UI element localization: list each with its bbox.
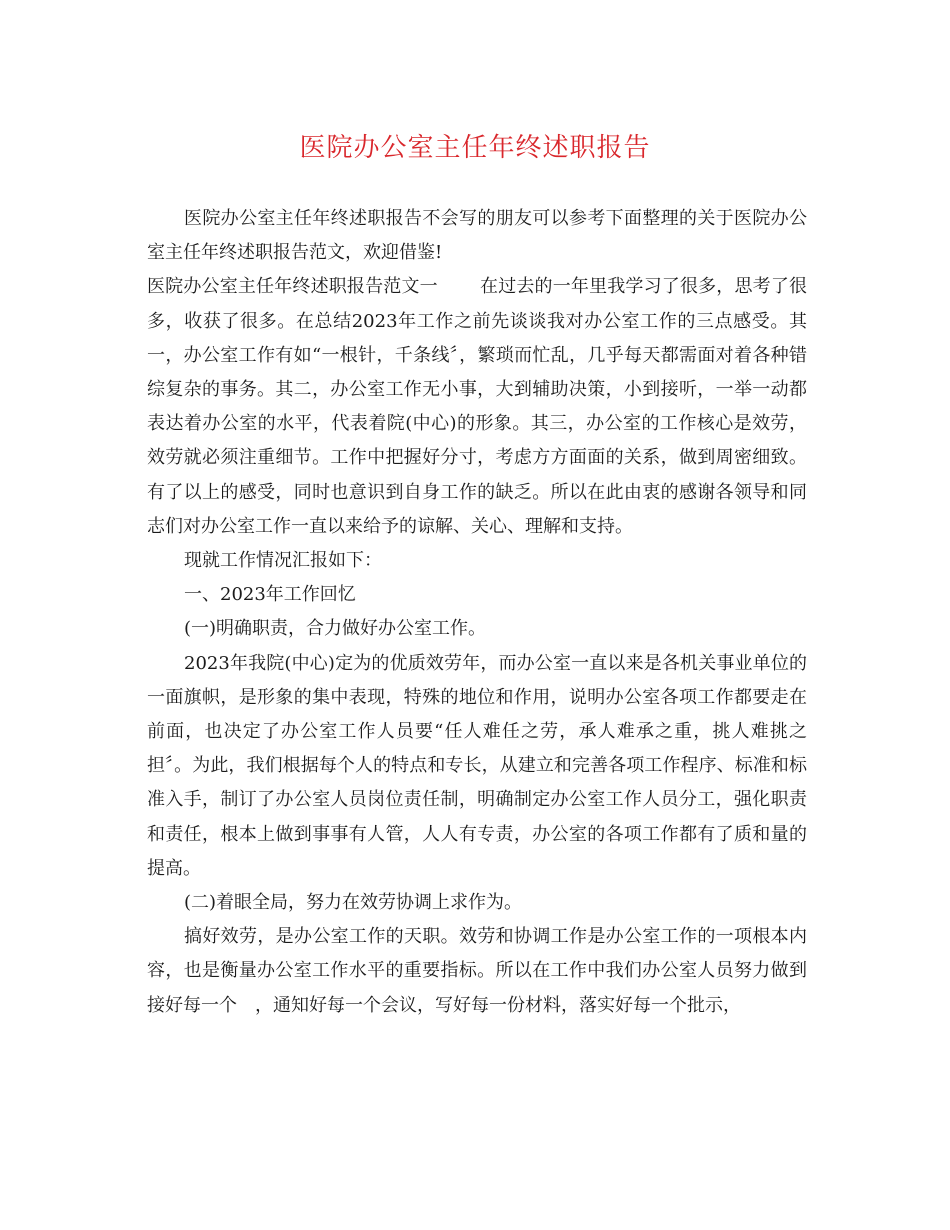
paragraph-service: 搞好效劳，是办公室工作的天职。效劳和协调工作是办公室工作的一项根本内容，也是衡量办公室工作水平的重要指标。所以在工作中我们办公室人员努力做到接好每一个 ，通知好每一个会议，写好每一份材料，落实好每一个批示，: [147, 926, 807, 1016]
document-body: [147, 202, 807, 1023]
paragraph-intro: 医院办公室主任年终述职报告不会写的朋友可以参考下面整理的关于医院办公室主任年终述职报告范文，欢迎借鉴!: [147, 208, 807, 264]
subsection-heading-duties: (一)明确职责，合力做好办公室工作。: [184, 618, 487, 640]
subsection-heading-service: (二)着眼全局，努力在效劳协调上求作为。: [184, 892, 523, 914]
paragraph-sample-one: 医院办公室主任年终述职报告范文一 在过去的一年里我学习了很多，思考了很多，收获了很多。在总结2023年工作之前先谈谈我对办公室工作的三点感受。其一，办公室工作有如“一根针，千条线〞，繁琐而忙乱，几乎每天都需面对着各种错综复杂的事务。其二，办公室工作无小事，大到辅助决策，小到接听，一举一动都表达着办公室的水平，代表着院(中心)的形象。其三，办公室的工作核心是效劳，效劳就必须注重细节。工作中把握好分寸，考虑方方面面的关系，做到周密细致。有了以上的感受，同时也意识到自身工作的缺乏。所以在此由衷的感谢各领导和同志们对办公室工作一直以来给予的谅解、关心、理解和支持。: [147, 276, 807, 537]
paragraph-duties: 2023年我院(中心)定为的优质效劳年，而办公室一直以来是各机关事业单位的一面旗帜，是形象的集中表现，特殊的地位和作用，说明办公室各项工作都要走在前面，也决定了办公室工作人员要“任人难任之劳，承人难承之重，挑人难挑之担〞。为此，我们根据每个人的特点和专长，从建立和完善各项工作程序、标准和标准入手，制订了办公室人员岗位责任制，明确制定办公室工作人员分工，强化职责和责任，根本上做到事事有人管，人人有专责，办公室的各项工作都有了质和量的提高。: [147, 652, 807, 879]
document-title: 医院办公室主任年终述职报告: [299, 133, 651, 163]
section-heading-review: 一、2023年工作回忆: [184, 584, 356, 606]
paragraph-report-lead: 现就工作情况汇报如下：: [184, 550, 382, 572]
